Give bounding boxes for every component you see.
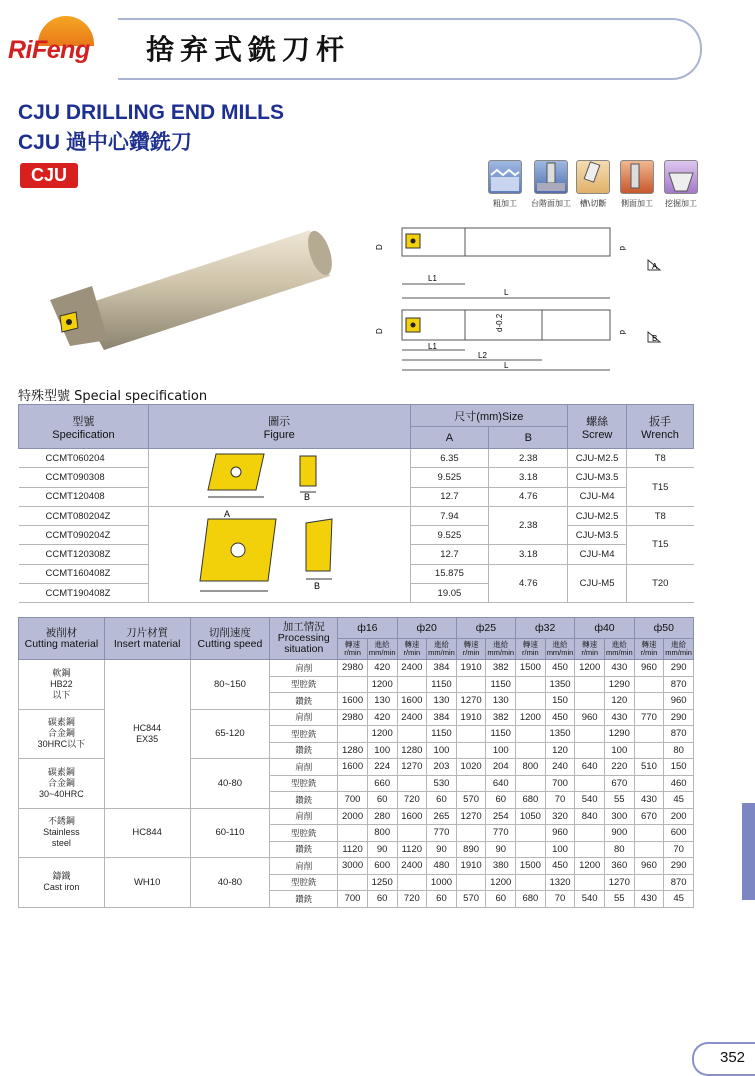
feed-cell: 70 bbox=[664, 841, 694, 858]
table-row: CCMT060204 B 6.35 2.38 CJU-M2.5 T8 bbox=[19, 449, 694, 468]
feed-cell: 60 bbox=[367, 891, 397, 908]
feed-cell: 300 bbox=[604, 808, 634, 825]
feed-cell: 60 bbox=[486, 792, 516, 809]
col-a-header: A bbox=[410, 427, 489, 449]
feed-cell: 870 bbox=[664, 874, 694, 891]
feed-cell: 382 bbox=[486, 660, 516, 677]
feed-cell: 45 bbox=[664, 792, 694, 809]
processing-cell: 肩削 bbox=[270, 858, 338, 875]
rpm-cell bbox=[456, 676, 486, 693]
rpm-cell: 1270 bbox=[456, 808, 486, 825]
dim-d: d bbox=[618, 330, 627, 335]
processing-cell: 型腔銑 bbox=[270, 825, 338, 842]
feed-cell: 203 bbox=[427, 759, 457, 776]
product-title-zh: CJU 過中心鑽銑刀 bbox=[18, 131, 192, 154]
table-row: CCMT090204Z 9.525 CJU-M3.5 T15 bbox=[19, 526, 694, 545]
feed-cell: 1290 bbox=[604, 726, 634, 743]
table-row: CCMT080204Z A B 7.94 2.38 CJU-M2.5 T8 bbox=[19, 506, 694, 525]
feed-cell: 45 bbox=[664, 891, 694, 908]
feed-cell: 55 bbox=[604, 891, 634, 908]
feed-cell: 100 bbox=[604, 742, 634, 759]
rpm-unit-header: 轉速 r/min bbox=[456, 639, 486, 660]
material-cell: 軟鋼 HB22 以下 bbox=[19, 660, 105, 710]
feed-cell: 280 bbox=[367, 808, 397, 825]
feed-cell: 80 bbox=[604, 841, 634, 858]
operation-label: 挖掘加工 bbox=[665, 199, 697, 208]
rpm-cell: 960 bbox=[634, 660, 664, 677]
feed-cell: 254 bbox=[486, 808, 516, 825]
processing-cell: 鑽銑 bbox=[270, 742, 338, 759]
dim-d: d bbox=[618, 246, 627, 251]
processing-cell: 型腔銑 bbox=[270, 874, 338, 891]
material-cell: 碳素鋼 合金鋼 30~40HRC bbox=[19, 759, 105, 809]
page-number: 352 bbox=[720, 1049, 746, 1066]
feed-cell: 382 bbox=[486, 709, 516, 726]
rpm-cell: 1600 bbox=[338, 759, 368, 776]
section-side-tab bbox=[742, 803, 755, 900]
roughing-icon bbox=[488, 160, 522, 194]
end-mill-photo bbox=[40, 228, 340, 358]
page-number-badge bbox=[692, 1042, 755, 1076]
feed-cell: 100 bbox=[545, 841, 575, 858]
rpm-cell: 1600 bbox=[338, 693, 368, 710]
rpm-cell: 1910 bbox=[456, 660, 486, 677]
rpm-cell bbox=[338, 775, 368, 792]
feed-cell: 800 bbox=[367, 825, 397, 842]
processing-cell: 鑽銑 bbox=[270, 693, 338, 710]
feed-cell: 1250 bbox=[367, 874, 397, 891]
diagram-type-b bbox=[375, 310, 660, 370]
rpm-unit-header: 轉速 r/min bbox=[516, 639, 546, 660]
rpm-cell bbox=[338, 726, 368, 743]
rpm-cell: 640 bbox=[575, 759, 605, 776]
feed-cell: 1200 bbox=[367, 726, 397, 743]
rpm-cell: 2980 bbox=[338, 660, 368, 677]
feed-cell: 1200 bbox=[367, 676, 397, 693]
feed-cell: 224 bbox=[367, 759, 397, 776]
feed-cell: 1350 bbox=[545, 726, 575, 743]
insert-material-cell: HC844 EX35 bbox=[104, 660, 190, 809]
series-badge: CJU bbox=[20, 163, 78, 188]
feed-cell: 150 bbox=[664, 759, 694, 776]
processing-cell: 肩削 bbox=[270, 709, 338, 726]
feed-cell: 290 bbox=[664, 858, 694, 875]
col-figure-header: 圖示 Figure bbox=[148, 405, 410, 449]
feed-cell: 220 bbox=[604, 759, 634, 776]
col-speed-header: 切削速度 Cutting speed bbox=[190, 618, 270, 660]
cutting-speed-cell: 65-120 bbox=[190, 709, 270, 759]
rpm-cell: 960 bbox=[634, 858, 664, 875]
slot-cut-icon bbox=[576, 160, 610, 194]
dim-L2: L2 bbox=[478, 351, 487, 360]
cutting-speed-cell: 60-110 bbox=[190, 808, 270, 858]
feed-cell: 60 bbox=[427, 891, 457, 908]
rpm-cell: 700 bbox=[338, 891, 368, 908]
feed-cell: 770 bbox=[427, 825, 457, 842]
feed-cell: 700 bbox=[545, 775, 575, 792]
rpm-cell: 1280 bbox=[338, 742, 368, 759]
feed-unit-header: 進給 mm/min bbox=[545, 639, 575, 660]
rpm-cell: 670 bbox=[634, 808, 664, 825]
rpm-cell bbox=[575, 825, 605, 842]
rpm-cell: 430 bbox=[634, 891, 664, 908]
feed-cell: 1150 bbox=[486, 676, 516, 693]
rpm-cell bbox=[516, 742, 546, 759]
feed-cell: 420 bbox=[367, 660, 397, 677]
step-face-icon bbox=[534, 160, 568, 194]
rpm-cell: 430 bbox=[634, 792, 664, 809]
rpm-cell bbox=[634, 841, 664, 858]
feed-cell: 100 bbox=[486, 742, 516, 759]
processing-cell: 型腔銑 bbox=[270, 676, 338, 693]
feed-cell: 1150 bbox=[427, 726, 457, 743]
processing-cell: 肩削 bbox=[270, 808, 338, 825]
table-row bbox=[19, 808, 694, 825]
rpm-cell bbox=[397, 676, 427, 693]
rpm-cell bbox=[338, 825, 368, 842]
feed-cell: 870 bbox=[664, 726, 694, 743]
brand-name: RiFeng bbox=[8, 36, 90, 64]
dim-L: L bbox=[504, 361, 509, 370]
feed-cell: 265 bbox=[427, 808, 457, 825]
pocketing-icon bbox=[664, 160, 698, 194]
fig-label-B: B bbox=[314, 581, 321, 592]
processing-cell: 肩削 bbox=[270, 759, 338, 776]
cutting-speed-cell: 40-80 bbox=[190, 759, 270, 809]
rpm-cell bbox=[516, 693, 546, 710]
rpm-cell bbox=[516, 825, 546, 842]
feed-cell: 1000 bbox=[427, 874, 457, 891]
rpm-cell: 960 bbox=[575, 709, 605, 726]
rpm-cell: 1500 bbox=[516, 858, 546, 875]
rpm-cell: 1280 bbox=[397, 742, 427, 759]
feed-cell: 240 bbox=[545, 759, 575, 776]
processing-cell: 鑽銑 bbox=[270, 792, 338, 809]
rpm-cell bbox=[575, 676, 605, 693]
feed-cell: 130 bbox=[486, 693, 516, 710]
rpm-cell: 1120 bbox=[397, 841, 427, 858]
feed-cell: 480 bbox=[427, 858, 457, 875]
col-processing-header: 加工情況 Processing situation bbox=[270, 618, 338, 660]
feed-cell: 450 bbox=[545, 660, 575, 677]
insert-material-cell: WH10 bbox=[104, 858, 190, 908]
feed-cell: 130 bbox=[367, 693, 397, 710]
material-cell: 不銹鋼 Stainless steel bbox=[19, 808, 105, 858]
feed-cell: 384 bbox=[427, 709, 457, 726]
rpm-cell: 1020 bbox=[456, 759, 486, 776]
rpm-cell bbox=[456, 742, 486, 759]
rpm-cell bbox=[516, 775, 546, 792]
col-diameter-32: ф32 bbox=[516, 618, 575, 639]
feed-unit-header: 進給 mm/min bbox=[486, 639, 516, 660]
rpm-cell bbox=[575, 693, 605, 710]
feed-cell: 130 bbox=[427, 693, 457, 710]
rpm-unit-header: 轉速 r/min bbox=[338, 639, 368, 660]
feed-cell: 660 bbox=[367, 775, 397, 792]
feed-cell: 60 bbox=[427, 792, 457, 809]
rpm-cell bbox=[634, 742, 664, 759]
insert-figure-2 bbox=[148, 506, 410, 602]
rpm-cell: 2400 bbox=[397, 709, 427, 726]
cutting-conditions-table bbox=[18, 617, 694, 908]
rpm-cell: 1200 bbox=[516, 709, 546, 726]
rpm-cell: 2000 bbox=[338, 808, 368, 825]
feed-cell: 55 bbox=[604, 792, 634, 809]
rpm-cell bbox=[338, 874, 368, 891]
feed-cell: 290 bbox=[664, 660, 694, 677]
rpm-cell: 720 bbox=[397, 792, 427, 809]
rpm-unit-header: 轉速 r/min bbox=[634, 639, 664, 660]
rpm-cell: 1270 bbox=[397, 759, 427, 776]
feed-cell: 600 bbox=[367, 858, 397, 875]
feed-cell: 90 bbox=[486, 841, 516, 858]
rpm-cell: 720 bbox=[397, 891, 427, 908]
rpm-cell bbox=[516, 874, 546, 891]
rpm-cell bbox=[575, 874, 605, 891]
type-tag-b: B bbox=[652, 334, 658, 343]
feed-cell: 1350 bbox=[545, 676, 575, 693]
rpm-cell bbox=[516, 726, 546, 743]
feed-cell: 120 bbox=[545, 742, 575, 759]
dim-d-0.2: d-0.2 bbox=[495, 313, 504, 332]
feed-cell: 770 bbox=[486, 825, 516, 842]
feed-unit-header: 進給 mm/min bbox=[367, 639, 397, 660]
feed-cell: 100 bbox=[427, 742, 457, 759]
col-size-header: 尺寸(mm)Size bbox=[410, 405, 568, 427]
feed-cell: 1150 bbox=[427, 676, 457, 693]
rpm-cell: 840 bbox=[575, 808, 605, 825]
rpm-cell: 800 bbox=[516, 759, 546, 776]
feed-cell: 460 bbox=[664, 775, 694, 792]
operation-label: 台階面加工 bbox=[531, 199, 571, 208]
dim-D: D bbox=[375, 244, 384, 250]
cutting-speed-cell: 40-80 bbox=[190, 858, 270, 908]
rpm-cell bbox=[575, 742, 605, 759]
feed-cell: 960 bbox=[545, 825, 575, 842]
cutting-speed-cell: 80~150 bbox=[190, 660, 270, 710]
rpm-cell: 540 bbox=[575, 792, 605, 809]
operation-label: 側面加工 bbox=[621, 199, 653, 208]
rpm-cell: 1120 bbox=[338, 841, 368, 858]
col-wrench-header: 扳手 Wrench bbox=[627, 405, 694, 449]
special-spec-table bbox=[18, 404, 694, 603]
processing-cell: 肩削 bbox=[270, 660, 338, 677]
rpm-cell bbox=[397, 825, 427, 842]
rpm-cell bbox=[456, 775, 486, 792]
col-insert-header: 刀片材質 Insert material bbox=[104, 618, 190, 660]
operation-label: 粗加工 bbox=[493, 199, 517, 208]
rpm-cell: 540 bbox=[575, 891, 605, 908]
rpm-cell bbox=[634, 775, 664, 792]
rpm-unit-header: 轉速 r/min bbox=[397, 639, 427, 660]
feed-cell: 430 bbox=[604, 660, 634, 677]
feed-unit-header: 進給 mm/min bbox=[664, 639, 694, 660]
feed-cell: 670 bbox=[604, 775, 634, 792]
type-tag-a: A bbox=[652, 262, 658, 271]
rpm-cell bbox=[516, 676, 546, 693]
operation-step-face bbox=[529, 160, 573, 209]
feed-cell: 150 bbox=[545, 693, 575, 710]
operation-roughing bbox=[485, 160, 525, 209]
feed-cell: 90 bbox=[367, 841, 397, 858]
page-header-title: 捨弃式銑刀杆 bbox=[146, 33, 351, 66]
feed-cell: 450 bbox=[545, 858, 575, 875]
rpm-cell: 680 bbox=[516, 792, 546, 809]
dim-L1: L1 bbox=[428, 274, 437, 283]
rpm-cell bbox=[575, 841, 605, 858]
rpm-cell bbox=[397, 775, 427, 792]
rpm-cell bbox=[575, 775, 605, 792]
rpm-cell: 1270 bbox=[456, 693, 486, 710]
feed-cell: 420 bbox=[367, 709, 397, 726]
col-screw-header: 螺絲 Screw bbox=[568, 405, 627, 449]
table-row: CCMT160408Z 15.875 4.76 CJU-M5 T20 bbox=[19, 564, 694, 583]
feed-unit-header: 進給 mm/min bbox=[427, 639, 457, 660]
rpm-cell bbox=[456, 726, 486, 743]
insert-figure-1 bbox=[148, 449, 410, 507]
dim-L: L bbox=[504, 288, 509, 297]
rpm-cell bbox=[456, 874, 486, 891]
feed-cell: 1290 bbox=[604, 676, 634, 693]
rpm-cell: 770 bbox=[634, 709, 664, 726]
rpm-cell bbox=[634, 825, 664, 842]
insert-material-cell: HC844 bbox=[104, 808, 190, 858]
feed-cell: 70 bbox=[545, 792, 575, 809]
feed-cell: 100 bbox=[367, 742, 397, 759]
rpm-cell: 1600 bbox=[397, 693, 427, 710]
rpm-cell: 3000 bbox=[338, 858, 368, 875]
feed-unit-header: 進給 mm/min bbox=[604, 639, 634, 660]
feed-cell: 70 bbox=[545, 891, 575, 908]
rpm-unit-header: 轉速 r/min bbox=[575, 639, 605, 660]
side-mill-icon bbox=[620, 160, 654, 194]
rpm-cell: 510 bbox=[634, 759, 664, 776]
col-diameter-20: ф20 bbox=[397, 618, 456, 639]
processing-cell: 鑽銑 bbox=[270, 891, 338, 908]
rpm-cell bbox=[456, 825, 486, 842]
rpm-cell: 700 bbox=[338, 792, 368, 809]
feed-cell: 290 bbox=[664, 709, 694, 726]
rpm-cell: 890 bbox=[456, 841, 486, 858]
rpm-cell bbox=[397, 726, 427, 743]
feed-cell: 430 bbox=[604, 709, 634, 726]
rpm-cell: 2400 bbox=[397, 858, 427, 875]
feed-cell: 450 bbox=[545, 709, 575, 726]
rpm-cell: 1910 bbox=[456, 709, 486, 726]
rpm-cell: 570 bbox=[456, 792, 486, 809]
dim-L1: L1 bbox=[428, 342, 437, 351]
feed-cell: 1320 bbox=[545, 874, 575, 891]
fig-label-A: A bbox=[224, 509, 231, 520]
diagram-type-a bbox=[375, 228, 660, 298]
feed-cell: 1200 bbox=[486, 874, 516, 891]
feed-cell: 380 bbox=[486, 858, 516, 875]
rpm-cell bbox=[397, 874, 427, 891]
rpm-cell bbox=[634, 676, 664, 693]
feed-cell: 530 bbox=[427, 775, 457, 792]
table-row: CCMT120408 12.7 4.76 CJU-M4 bbox=[19, 487, 694, 506]
feed-cell: 870 bbox=[664, 676, 694, 693]
feed-cell: 204 bbox=[486, 759, 516, 776]
col-material-header: 被削材 Cutting material bbox=[19, 618, 105, 660]
col-b-header: B bbox=[489, 427, 568, 449]
rpm-cell bbox=[634, 693, 664, 710]
feed-cell: 80 bbox=[664, 742, 694, 759]
feed-cell: 200 bbox=[664, 808, 694, 825]
material-cell: 碳素鋼 合金鋼 30HRC以下 bbox=[19, 709, 105, 759]
rpm-cell bbox=[338, 676, 368, 693]
table-row: CCMT120308Z 12.7 3.18 CJU-M4 bbox=[19, 545, 694, 564]
feed-cell: 900 bbox=[604, 825, 634, 842]
table-row bbox=[19, 858, 694, 875]
operation-slot-cut bbox=[573, 160, 613, 209]
rpm-cell: 680 bbox=[516, 891, 546, 908]
rpm-cell bbox=[516, 841, 546, 858]
feed-cell: 60 bbox=[486, 891, 516, 908]
col-diameter-16: ф16 bbox=[338, 618, 397, 639]
col-diameter-25: ф25 bbox=[456, 618, 515, 639]
rpm-cell: 1600 bbox=[397, 808, 427, 825]
feed-cell: 1270 bbox=[604, 874, 634, 891]
feed-cell: 640 bbox=[486, 775, 516, 792]
feed-cell: 600 bbox=[664, 825, 694, 842]
processing-cell: 鑽銑 bbox=[270, 841, 338, 858]
table-row: CCMT190408Z 19.05 bbox=[19, 584, 694, 603]
processing-cell: 型腔銑 bbox=[270, 775, 338, 792]
feed-cell: 90 bbox=[427, 841, 457, 858]
table-row: CCMT090308 9.525 3.18 CJU-M3.5 T15 bbox=[19, 468, 694, 487]
material-cell: 鑄鐵 Cast iron bbox=[19, 858, 105, 908]
col-model-header: 型號 Specification bbox=[19, 405, 149, 449]
feed-cell: 360 bbox=[604, 858, 634, 875]
operation-side-mill bbox=[617, 160, 657, 209]
operation-pocketing bbox=[661, 160, 701, 209]
dimension-diagram bbox=[370, 218, 680, 383]
rpm-cell: 2980 bbox=[338, 709, 368, 726]
feed-cell: 1150 bbox=[486, 726, 516, 743]
feed-cell: 120 bbox=[604, 693, 634, 710]
operation-label: 槽\切斷 bbox=[579, 199, 607, 208]
col-diameter-50: ф50 bbox=[634, 618, 693, 639]
rpm-cell: 1050 bbox=[516, 808, 546, 825]
rpm-cell: 570 bbox=[456, 891, 486, 908]
rpm-cell: 1910 bbox=[456, 858, 486, 875]
product-title-en: CJU DRILLING END MILLS bbox=[18, 101, 284, 124]
rpm-cell bbox=[634, 726, 664, 743]
rpm-cell: 1200 bbox=[575, 858, 605, 875]
rpm-cell bbox=[634, 874, 664, 891]
rpm-cell: 1200 bbox=[575, 660, 605, 677]
brand-logo bbox=[8, 12, 108, 70]
table-row bbox=[19, 660, 694, 677]
dim-D: D bbox=[375, 328, 384, 334]
feed-cell: 960 bbox=[664, 693, 694, 710]
special-spec-title: 特殊型號 Special specification bbox=[18, 389, 208, 404]
col-diameter-40: ф40 bbox=[575, 618, 634, 639]
feed-cell: 60 bbox=[367, 792, 397, 809]
feed-cell: 384 bbox=[427, 660, 457, 677]
rpm-cell bbox=[575, 726, 605, 743]
processing-cell: 型腔銑 bbox=[270, 726, 338, 743]
rpm-cell: 1500 bbox=[516, 660, 546, 677]
rpm-cell: 2400 bbox=[397, 660, 427, 677]
fig-label-B: B bbox=[304, 491, 311, 502]
feed-cell: 320 bbox=[545, 808, 575, 825]
